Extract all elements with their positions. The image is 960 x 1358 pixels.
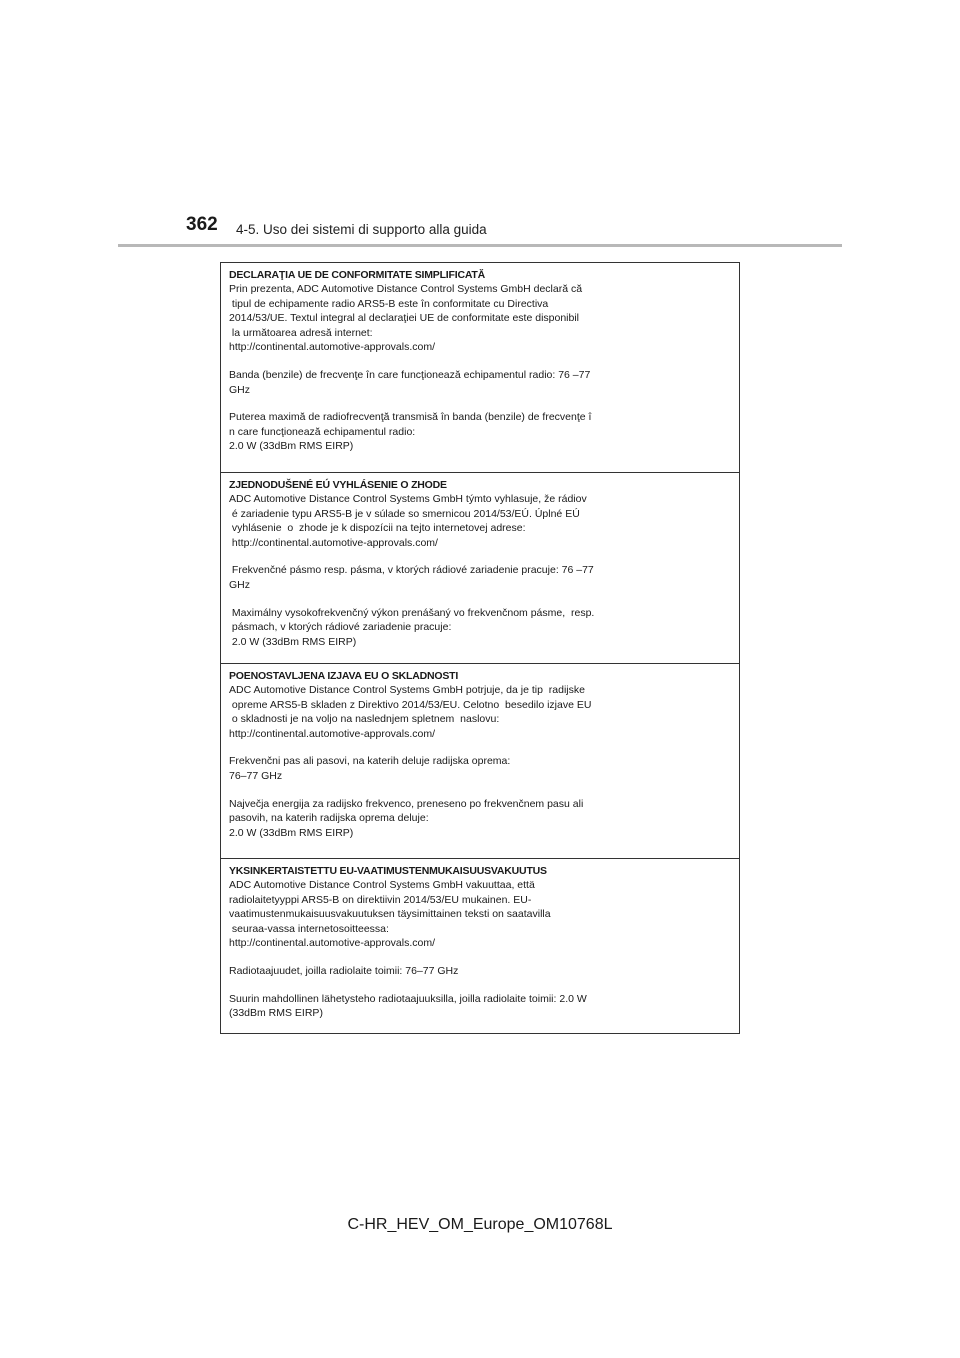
declaration-text: tipul de echipamente radio ARS5-B este în conformitate cu Directiva [229,297,549,310]
declaration-text: Prin prezenta, ADC Automotive Distance Control Systems GmbH declară că [229,283,583,295]
declaration-romanian [221,263,739,473]
declaration-text: seuraa-vassa internetosoitteessa: [229,922,389,935]
max-power-text: Največja energija za radijsko frekvenco, preneseno po frekvenčnem pasu ali [229,797,584,810]
declaration-text: ADC Automotive Distance Control Systems GmbH týmto vyhlasuje, že rádiov [229,493,587,505]
declaration-heading: ZJEDNODUŠENÉ EÚ VYHLÁSENIE O ZHODE [229,479,447,491]
declaration-slovak [221,473,739,664]
max-power-text: pasovih, na katerih radijska oprema deluje: [229,812,429,825]
frequency-band-text: GHz [229,578,250,591]
max-power-text: 2.0 W (33dBm RMS EIRP) [229,440,354,453]
declaration-text: vaatimustenmukaisuusvakuutuksen täysimittainen teksti on saatavilla [229,908,551,921]
max-power-text: n care funcţionează echipamentul radio: [229,425,416,438]
declaration-text: radiolaitetyyppi ARS5-B on direktiivin 2014/53/EU mukainen. EU- [229,893,532,906]
declaration-text: ADC Automotive Distance Control Systems GmbH potrjuje, da je tip radijske [229,684,585,696]
max-power-text: pásmach, v ktorých rádiové zariadenie pracuje: [229,621,452,634]
max-power-text: 2.0 W (33dBm RMS EIRP) [229,826,354,839]
max-power-text: (33dBm RMS EIRP) [229,1007,323,1020]
declaration-heading: YKSINKERTAISTETTU EU-VAATIMUSTENMUKAISUUSVAKUUTUS [229,865,547,877]
declaration-heading: DECLARAŢIA UE DE CONFORMITATE SIMPLIFICATĂ [229,269,486,281]
max-power-text: Puterea maximă de radiofrecvenţă transmisă în banda (benzile) de frecvenţe î [229,411,592,424]
manual-code: C-HR_HEV_OM_Europe_OM10768L [347,1216,613,1233]
declaration-text: 2014/53/UE. Textul integral al declaraţiei UE de conformitate este disponibil [229,312,580,325]
header-divider [118,244,842,247]
declaration-slovenian [221,664,739,859]
declaration-url: http://continental.automotive-approvals.com/ [229,536,438,549]
declaration-text: la următoarea adresă internet: [229,326,373,339]
declaration-text: o skladnosti je na voljo na naslednjem spletnem naslovu: [229,713,500,726]
declaration-text: vyhlásenie o zhode je k dispozícii na tejto internetovej adrese: [229,522,526,535]
frequency-band-text: Frekvenčni pas ali pasovi, na katerih deluje radijska oprema: [229,755,511,768]
frequency-band-text: Frekvenčné pásmo resp. pásma, v ktorých rádiové zariadenie pracuje: 76 –77 [229,564,594,577]
frequency-band-text: Radiotaajuudet, joilla radiolaite toimii: 76–77 GHz [229,964,459,977]
declaration-url: http://continental.automotive-approvals.com/ [229,341,436,354]
max-power-text: Suurin mahdollinen lähetysteho radiotaajuuksilla, joilla radiolaite toimii: 2.0 W [229,992,587,1005]
frequency-band-text: 76–77 GHz [229,769,283,782]
declaration-url: http://continental.automotive-approvals.com/ [229,727,436,740]
max-power-text: 2.0 W (33dBm RMS EIRP) [229,635,357,648]
max-power-text: Maximálny vysokofrekvenčný výkon prenášaný vo frekvenčnom pásme, resp. [229,606,595,619]
declarations-box [220,262,740,1034]
page-number: 362 [186,214,218,235]
section-title: 4-5. Uso dei sistemi di supporto alla guida [236,222,487,237]
declaration-heading: POENOSTAVLJENA IZJAVA EU O SKLADNOSTI [229,670,459,682]
frequency-band-text: Banda (benzile) de frecvenţe în care funcţionează echipamentul radio: 76 –77 [229,368,591,381]
frequency-band-text: GHz [229,383,250,396]
declaration-text: é zariadenie typu ARS5-B je v súlade so smernicou 2014/53/EÚ. Úplné EÚ [229,507,580,520]
declaration-finnish [221,859,739,1033]
declaration-text: ADC Automotive Distance Control Systems GmbH vakuuttaa, että [229,879,535,891]
declaration-text: opreme ARS5-B skladen z Direktivo 2014/53/EU. Celotno besedilo izjave EU [229,698,592,711]
declaration-url: http://continental.automotive-approvals.com/ [229,937,436,950]
